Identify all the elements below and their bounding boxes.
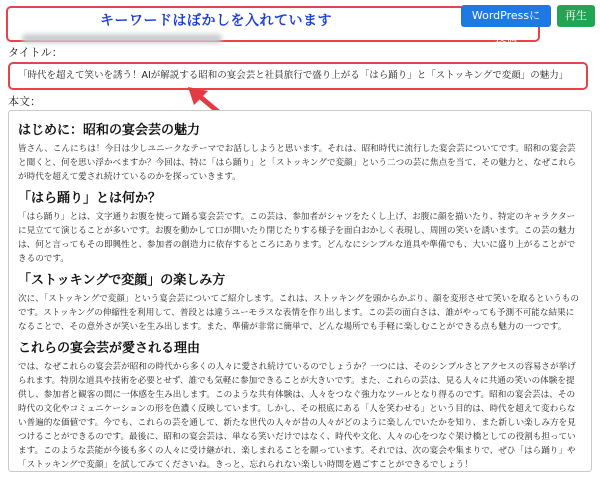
title-label: タイトル： (8, 46, 63, 59)
section-heading: 「ストッキングで変顔」の楽しみ方 (18, 273, 226, 288)
title-input[interactable]: 「時代を超えて笑いを誘う！AIが解説する昭和の宴会芸と社員旅行で盛り上がる「はら踊り」と「ストッキングで変顔」の魅力」 (8, 62, 588, 90)
body-textarea[interactable] (8, 110, 592, 472)
regenerate-button[interactable]: 再生成 (557, 5, 595, 27)
body-label: 本文： (8, 95, 41, 108)
section-paragraph: では、なぜこれらの宴会芸が昭和の時代から多くの人々に愛され続けているのでしょうか？一つには、そのシンプルさとアクセスの容易さが挙げられます。特別な道具や技術を必要とせず、誰でも気軽に参加できることが大きいです。また、これらの芸は、見る人々に共通の笑いの体験を提供し、参加者と観客の間に一体感を生み出します。このような共有体験は、人々をつなぐ強力なツールとなり得るのです。昭和の宴会芸は、その時代の文化やコミュニケーションの形を色濃く反映しています。しかし、その根底にある「人を笑わせる」という目的は、時代を超えて変わらない普遍的な価値です。今でも、これらの芸を通して、新たな世代の人々が昔の人々がどのように楽しんでいたかを知り、また新しい楽しみ方を見つけることができるのです。最後に、昭和の宴会芸は、単なる笑いだけではなく、時代や文化、人々の心をつなぐ架け橋としての役割も担っています。このような芸能が今後も多くの人々に受け継がれ、楽しまれることを願っています。それでは、次の宴会や集まりで、ぜひ「はら踊り」や「ストッキングで変顔」を試してみてくださいね。きっと、忘れられない楽しい時間を過ごすことができるでしょう！ (18, 362, 576, 470)
section-heading: 「はら踊り」とは何か？ (18, 191, 162, 206)
section-paragraph: 皆さん、こんにちは！今日は少しユニークなテーマでお話ししようと思います。それは、昭和時代に流行した宴会芸についてです。昭和の宴会芸と聞くと、何を思い浮かべますか？今回は、特に「はら踊り」と「ストッキングで変顔」という二つの芸に焦点を当て、その魅力と、なぜこれらが時代を超えて愛され続けているのかを探っていきます。 (18, 144, 576, 182)
section-heading: はじめに：昭和の宴会芸の魅力 (18, 123, 201, 138)
section-paragraph: 次に、「ストッキングで変顔」という宴会芸についてご紹介します。これは、ストッキングを頭からかぶり、顔を変形させて笑いを取るというものです。ストッキングの伸縮性を利用して、普段とは違うユーモラスな表情を作り出します。この芸の面白さは、誰がやっても予測不可能な結果になることで、その意外さが笑いを生み出します。また、準備が非常に簡単で、どんな場所でも手軽に楽しむことができる点も魅力の一つです。 (18, 294, 579, 332)
blurred-keyword (22, 34, 222, 43)
section-heading: これらの宴会芸が愛される理由 (18, 341, 201, 356)
keyword-annotation: キーワードはぼかしを入れています (100, 13, 332, 29)
section-paragraph: 「はら踊り」とは、文字通りお腹を使って踊る宴会芸です。この芸は、参加者がシャツをたくし上げ、お腹に顔を描いたり、特定のキャラクターに見立てて演じることが多いです。お腹を動かして口が開いたり閉じたりする様子を面白おかしく表現し、周囲の笑いを誘います。この芸の魅力は、何と言ってもその即興性と、参加者の創造力に依存するところにあります。どんなにシンプルな道具や準備でも、大いに盛り上がることができるのです。 (18, 212, 576, 264)
post-to-wordpress-button[interactable]: WordPressに投稿 (461, 5, 551, 27)
